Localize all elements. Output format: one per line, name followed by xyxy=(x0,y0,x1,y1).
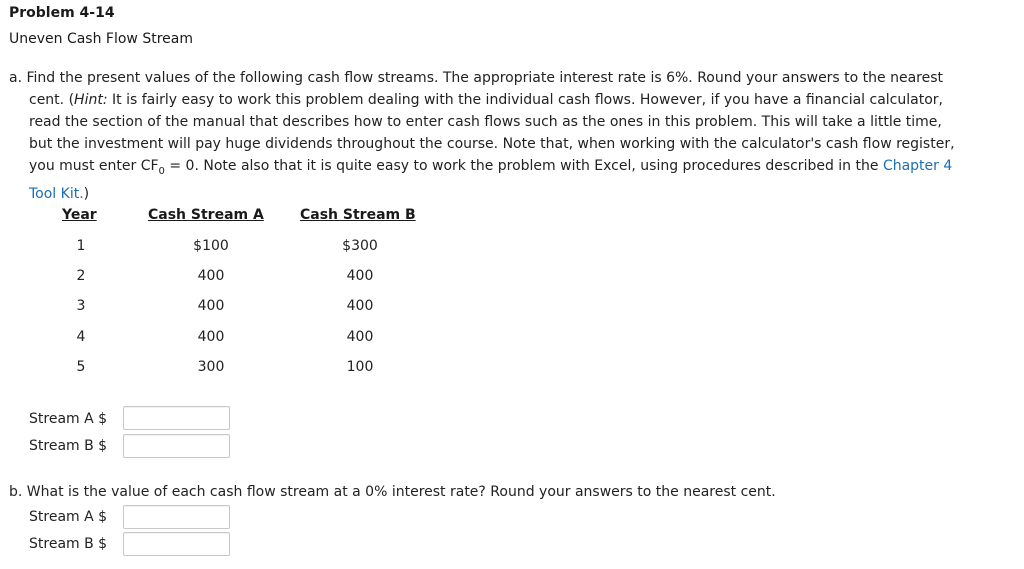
part-a-stream-b-label: Stream B $ xyxy=(29,438,108,454)
part-a-instructions xyxy=(9,67,1009,205)
stream-b-cell: $300 xyxy=(342,238,378,254)
hint-label: Hint: xyxy=(74,92,108,108)
part-b-stream-a-label: Stream A $ xyxy=(29,509,108,525)
year-cell: 1 xyxy=(76,238,86,254)
part-b-stream-a-input[interactable] xyxy=(123,505,230,529)
part-a-stream-a-input[interactable] xyxy=(123,406,230,430)
stream-a-cell: 400 xyxy=(197,298,225,314)
stream-b-cell: 100 xyxy=(346,359,374,375)
stream-b-cell: 400 xyxy=(346,298,374,314)
col-header-stream-b: Cash Stream B xyxy=(300,207,416,223)
year-cell: 3 xyxy=(76,298,86,314)
problem-title: Problem 4-14 xyxy=(9,5,115,21)
col-header-stream-a: Cash Stream A xyxy=(148,207,264,223)
stream-a-cell: $100 xyxy=(193,238,229,254)
year-cell: 4 xyxy=(76,329,86,345)
cf-subscript: 0 xyxy=(158,165,165,177)
chapter-4-tool-kit-link[interactable]: Chapter 4 Tool Kit. xyxy=(29,158,953,202)
problem-subtitle: Uneven Cash Flow Stream xyxy=(9,31,193,47)
stream-a-cell: 400 xyxy=(197,329,225,345)
stream-b-cell: 400 xyxy=(346,268,374,284)
col-header-year: Year xyxy=(62,207,97,223)
part-a-stream-b-input[interactable] xyxy=(123,434,230,458)
part-b-question: b. What is the value of each cash flow stream at a 0% interest rate? Round your answers to the nearest cent. xyxy=(9,484,776,500)
stream-b-cell: 400 xyxy=(346,329,374,345)
year-cell: 5 xyxy=(76,359,86,375)
year-cell: 2 xyxy=(76,268,86,284)
part-a-line-1: a. Find the present values of the following cash flow streams. The appropriate interest rate is 6%. Round your answers to the nearest xyxy=(9,70,944,86)
part-a-body: cent. (Hint: It is fairly easy to work this problem dealing with the individual cash flows. However, if you have a financial calculator, read the section of the manual that describes how to enter cash flows such as the ones in this problem. This will take a little time, but the investment will pay huge dividends throughout the course. Note that, when working with the calculator's cash flow register, you must enter $CF_0 = 0$. Note also that it is quite easy to work the problem with Excel, using procedures described in the Chapter 4 Tool Kit.) xyxy=(29,92,955,202)
part-b-stream-b-label: Stream B $ xyxy=(29,536,108,552)
part-b-stream-b-input[interactable] xyxy=(123,532,230,556)
part-a-stream-a-label: Stream A $ xyxy=(29,411,108,427)
stream-a-cell: 400 xyxy=(197,268,225,284)
stream-a-cell: 300 xyxy=(197,359,225,375)
